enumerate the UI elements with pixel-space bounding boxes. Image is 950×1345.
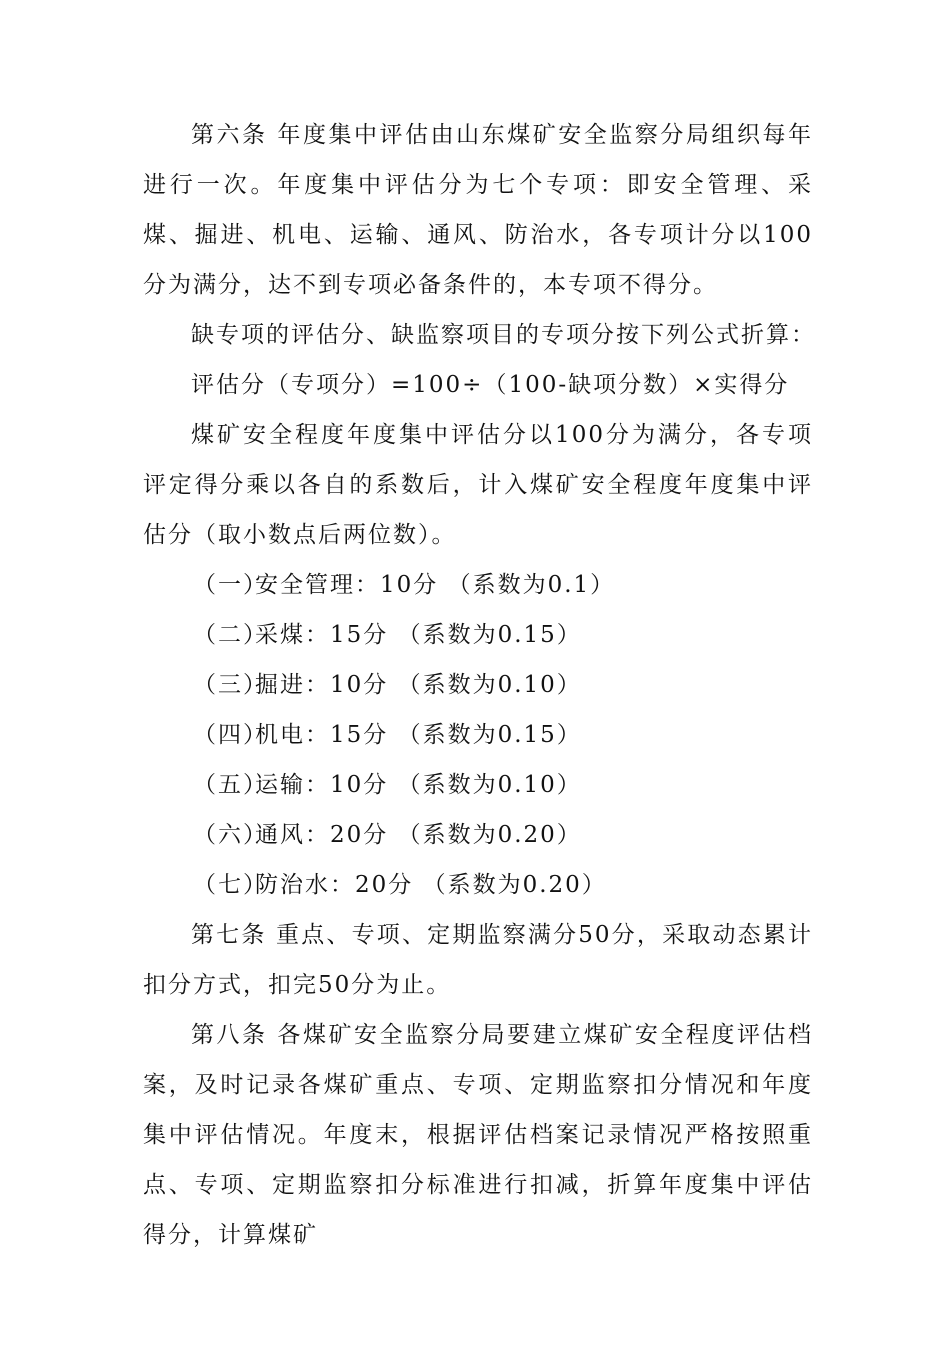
- list-item: [143, 560, 813, 610]
- list-item: [143, 860, 813, 910]
- item-number: （六）: [193, 822, 268, 848]
- item-number: （一）: [193, 572, 268, 598]
- weighting-paragraph: 煤矿安全程度年度集中评估分以100分为满分，各专项评定得分乘以各自的系数后，计入煤矿安全程度年度集中评估分（取小数点后两位数）。: [143, 422, 813, 548]
- formula-intro: 缺专项的评估分、缺监察项目的专项分按下列公式折算：: [191, 322, 816, 348]
- item-number: （三）: [193, 672, 268, 698]
- item-text: 安全管理：10分 （系数为0.1）: [255, 572, 616, 598]
- item-text: 运输：10分 （系数为0.10）: [255, 772, 582, 798]
- item-text: 通风：20分 （系数为0.20）: [255, 822, 582, 848]
- list-item: [143, 710, 813, 760]
- document-body: [143, 110, 816, 1260]
- item-number: （四）: [193, 722, 268, 748]
- list-item: [143, 810, 813, 860]
- coefficient-list: [143, 560, 813, 910]
- item-text: 掘进：10分 （系数为0.10）: [255, 672, 582, 698]
- item-number: （二）: [193, 622, 268, 648]
- item-number: （七）: [193, 872, 268, 898]
- item-text: 采煤：15分 （系数为0.15）: [255, 622, 582, 648]
- item-text: 防治水：20分 （系数为0.20）: [255, 872, 607, 898]
- list-item: [143, 660, 813, 710]
- formula: 评估分（专项分）=100÷（100-缺项分数）×实得分: [191, 372, 790, 398]
- item-number: （五）: [193, 772, 268, 798]
- list-item: [143, 610, 813, 660]
- article-8-paragraph: 第八条 各煤矿安全监察分局要建立煤矿安全程度评估档案，及时记录各煤矿重点、专项、定期监察扣分情况和年度集中评估情况。年度末，根据评估档案记录情况严格按照重点、专项、定期监察扣分标准进行扣减，折算年度集中评估得分，计算煤矿: [143, 1022, 813, 1248]
- article-6-paragraph: 第六条 年度集中评估由山东煤矿安全监察分局组织每年进行一次。年度集中评估分为七个专项：即安全管理、采煤、掘进、机电、运输、通风、防治水，各专项计分以100分为满分，达不到专项必备条件的，本专项不得分。: [143, 122, 813, 298]
- article-7-paragraph: 第七条 重点、专项、定期监察满分50分，采取动态累计扣分方式，扣完50分为止。: [143, 922, 813, 998]
- item-text: 机电：15分 （系数为0.15）: [255, 722, 582, 748]
- list-item: [143, 760, 813, 810]
